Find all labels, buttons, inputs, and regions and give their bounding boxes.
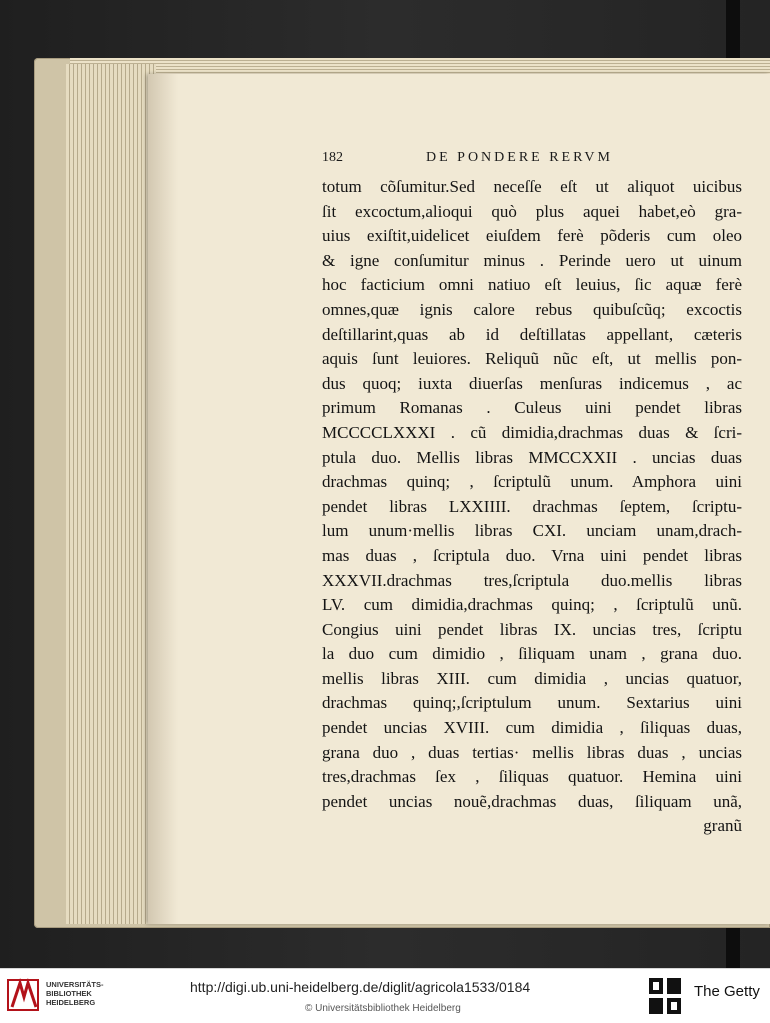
text-line: mas duas , ſcriptula duo. Vrna uini pendet libras: [322, 545, 742, 565]
text-line: drachmas quinq;,ſcriptulum unum. Sextarius uini: [322, 693, 742, 713]
text-line: totum cõſumitur.Sed neceſſe eſt ut aliquot uicibus: [322, 177, 742, 196]
library-name-line: UNIVERSITÄTS-: [46, 980, 104, 989]
page-number: 182: [322, 150, 343, 165]
page-text: [322, 175, 742, 839]
copyright-notice: © Universitätsbibliothek Heidelberg: [305, 1003, 461, 1014]
running-head: DE PONDERE RERVM: [426, 150, 613, 165]
text-line: omnes,quæ ignis calore rebus quibuſcũq; excoctis: [322, 299, 742, 319]
text-line: pendet libras LXXIIII. drachmas ſeptem, ſcriptu-: [322, 496, 742, 516]
text-line: uius exiſtit,uidelicet eiuſdem ferè põderis cum oleo: [322, 226, 742, 246]
text-line: pendet uncias XVIII. cum dimidia , ſiliquas duas,: [322, 718, 742, 738]
partner-name: The Getty: [694, 983, 760, 1000]
text-line: XXXVII.drachmas tres,ſcriptula duo.mellis libras: [322, 570, 742, 590]
text-line: ſit excoctum,alioqui quò plus aquei habet,eò gra-: [322, 201, 742, 221]
page-header: [322, 150, 662, 170]
text-line: Congius uini pendet libras IX. uncias tres, ſcriptu: [322, 619, 742, 639]
text-line: drachmas quinq; , ſcriptulũ unum. Amphora uini: [322, 472, 742, 492]
text-line: primum Romanas . Culeus uini pendet libras: [322, 398, 742, 418]
text-line: grana duo , duas tertias· mellis libras duas , uncias: [322, 742, 742, 762]
text-line: mellis libras XIII. cum dimidia , uncias quatuor,: [322, 668, 742, 688]
text-line: MCCCCLXXXI . cũ dimidia,drachmas duas & ſcri-: [322, 422, 742, 442]
getty-logo-icon: [648, 977, 682, 1015]
university-library-logo-icon: [6, 977, 42, 1013]
text-line: ptula duo. Mellis libras MMCCXXII . uncias duas: [322, 447, 742, 467]
text-line: granũ: [703, 816, 742, 836]
page-fore-edges: [66, 64, 156, 924]
viewer-footer: [0, 968, 770, 1023]
text-line: tres,drachmas ſex , ſiliquas quatuor. Hemina uini: [322, 767, 742, 787]
text-line: & igne conſumitur minus . Perinde uero ut uinum: [322, 250, 742, 270]
text-line: LV. cum dimidia,drachmas quinq; , ſcriptulũ unũ.: [322, 595, 742, 615]
library-name-line: HEIDELBERG: [46, 998, 96, 1007]
library-name-line: BIBLIOTHEK: [46, 989, 92, 998]
text-line: pendet uncias nouẽ,drachmas duas, ſiliquam unã,: [322, 791, 742, 811]
text-line: lum unum·mellis libras CXI. unciam unam,drach-: [322, 521, 742, 541]
text-line: dus quoq; iuxta diuerſas menſuras indicemus , ac: [322, 373, 742, 393]
text-line: deſtillarint,quas ab id deſtillatas appellant, cæteris: [322, 324, 742, 344]
text-line: hoc facticium omni natiuo eſt leuius, ſic aquæ ferè: [322, 275, 742, 295]
library-name: [46, 980, 104, 1007]
text-line: la duo cum dimidio , ſiliquam unam , grana duo.: [322, 644, 742, 664]
text-line: aquis ſunt leuiores. Reliquũ nũc eſt, ut mellis pon-: [322, 349, 742, 369]
permalink-url[interactable]: http://digi.ub.uni-heidelberg.de/diglit/agricola1533/0184: [190, 979, 531, 995]
